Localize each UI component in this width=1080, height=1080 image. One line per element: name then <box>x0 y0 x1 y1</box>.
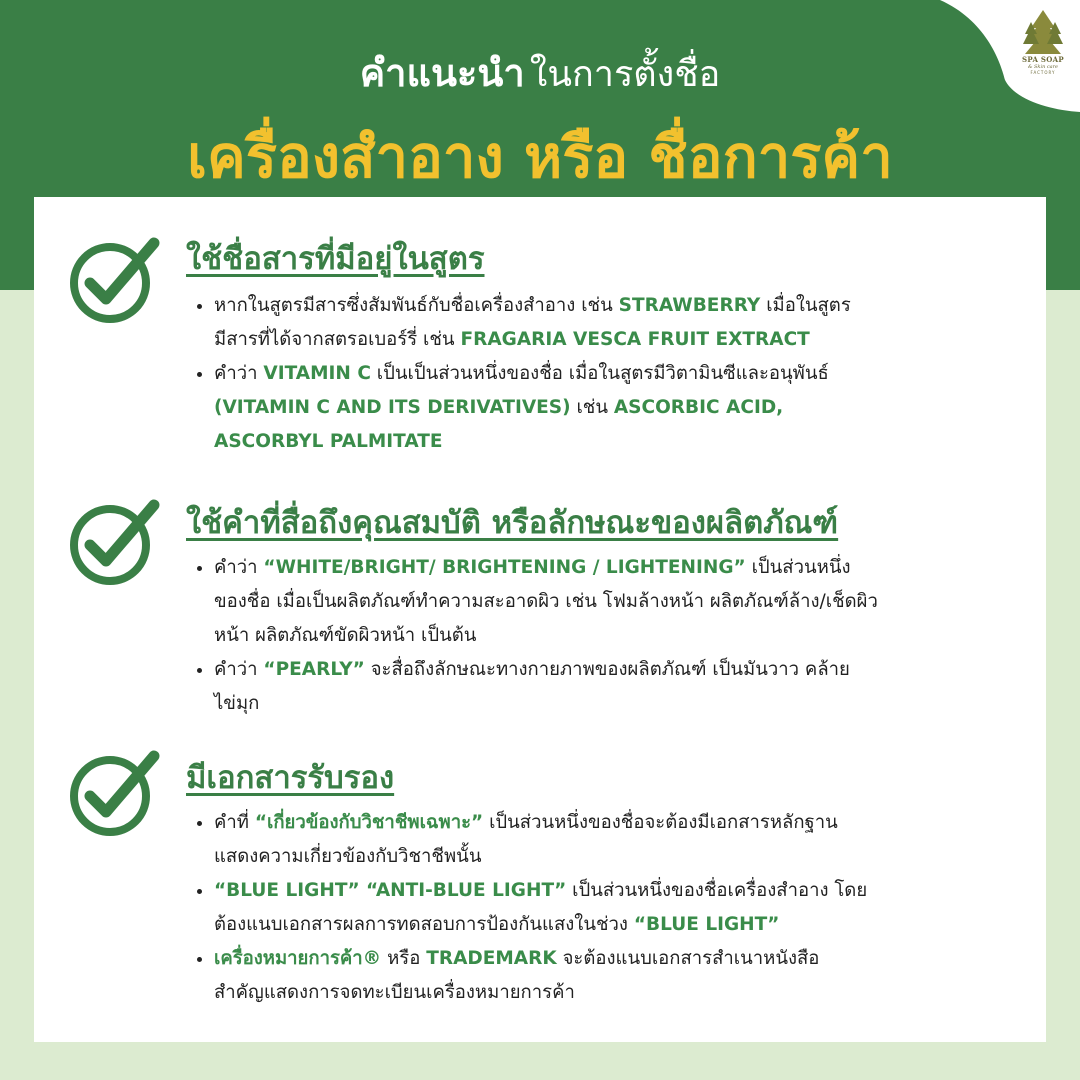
page-title <box>0 42 1080 103</box>
section-title: มีเอกสารรับรอง <box>186 760 395 796</box>
list-item <box>214 653 1014 721</box>
bullet-text: เป็นเป็นส่วนหนึ่งของชื่อ เมื่อในสูตรมีวิตามินซีและอนุพันธ์ <box>370 363 829 384</box>
bullet-text: หากในสูตรมีสารซึ่งสัมพันธ์กับชื่อเครื่องสำอาง เช่น <box>214 295 619 316</box>
logo-factory: FACTORY <box>1030 70 1056 75</box>
title-light: ในการตั้งชื่อ <box>529 54 721 95</box>
bullet-highlight: “PEARLY” <box>263 659 365 680</box>
page-subtitle: เครื่องสำอาง หรือ ชื่อการค้า <box>187 123 893 191</box>
bullet-text: หน้า ผลิตภัณฑ์ขัดผิวหน้า เป็นต้น <box>214 625 477 646</box>
bullet-text: คำว่า <box>214 363 264 384</box>
bullet-highlight: “BLUE LIGHT” “ANTI-BLUE LIGHT” <box>214 880 567 901</box>
bullet-text: หรือ <box>381 948 427 969</box>
bullet-text: มีสารที่ได้จากสตรอเบอร์รี่ เช่น <box>214 329 461 350</box>
list-item <box>214 942 1014 1010</box>
logo-text: SPA SOAP <box>1022 55 1064 64</box>
bullet-highlight: เครื่องหมายการค้า® <box>214 948 382 969</box>
check-circle-icon <box>68 746 162 840</box>
bullet-text: สำคัญแสดงการจดทะเบียนเครื่องหมายการค้า <box>214 982 575 1003</box>
section-title: ใช้ชื่อสารที่มีอยู่ในสูตร <box>186 241 485 277</box>
logo-subtext: & Skin care <box>1027 64 1059 70</box>
bullet-text: คำว่า <box>214 659 264 680</box>
bullet-text: เมื่อในสูตร <box>760 295 851 316</box>
title-bold: คำแนะนำ <box>359 51 525 95</box>
bullet-list <box>194 806 1014 1010</box>
bullet-list <box>194 551 1014 721</box>
bullet-highlight: TRADEMARK <box>426 948 557 969</box>
bullet-text: เป็นส่วนหนึ่งของชื่อจะต้องมีเอกสารหลักฐาน <box>483 812 838 833</box>
bullet-highlight: ASCORBIC ACID, <box>613 397 784 418</box>
bullet-text: จะต้องแนบเอกสารสำเนาหนังสือ <box>556 948 820 969</box>
bullet-text: คำว่า <box>214 557 264 578</box>
list-item <box>214 551 1014 653</box>
section-title: ใช้คำที่สื่อถึงคุณสมบัติ หรือลักษณะของผลิตภัณฑ์ <box>186 505 839 541</box>
bullet-highlight: STRAWBERRY <box>618 295 761 316</box>
bullet-text: เป็นส่วนหนึ่ง <box>745 557 851 578</box>
bullet-text: คำที่ <box>214 812 255 833</box>
list-item <box>214 289 1014 357</box>
bullet-text: แสดงความเกี่ยวข้องกับวิชาชีพนั้น <box>214 846 482 867</box>
bullet-highlight: “WHITE/BRIGHT/ BRIGHTENING / LIGHTENING” <box>263 557 746 578</box>
bullet-list <box>194 289 1014 459</box>
bullet-text: จะสื่อถึงลักษณะทางกายภาพของผลิตภัณฑ์ เป็นมันวาว คล้าย <box>364 659 850 680</box>
bullet-highlight: FRAGARIA VESCA FRUIT EXTRACT <box>460 329 810 350</box>
bullet-text: ของชื่อ เมื่อเป็นผลิตภัณฑ์ทำความสะอาดผิว เช่น โฟมล้างหน้า ผลิตภัณฑ์ล้าง/เช็ดผิว <box>214 591 878 612</box>
list-item <box>214 874 1014 942</box>
bullet-text: ไข่มุก <box>214 693 260 714</box>
bullet-highlight: “BLUE LIGHT” <box>633 914 780 935</box>
bullet-text: เป็นส่วนหนึ่งของชื่อเครื่องสำอาง โดย <box>566 880 868 901</box>
bullet-text: ต้องแนบเอกสารผลการทดสอบการป้องกันแสงในช่วง <box>214 914 634 935</box>
bullet-highlight: (VITAMIN C AND ITS DERIVATIVES) <box>214 397 571 418</box>
list-item <box>214 357 1014 459</box>
bullet-highlight: VITAMIN C <box>263 363 371 384</box>
check-circle-icon <box>68 233 162 327</box>
check-circle-icon <box>68 495 162 589</box>
bullet-text: เช่น <box>570 397 614 418</box>
list-item <box>214 806 1014 874</box>
bullet-highlight: “เกี่ยวข้องกับวิชาชีพเฉพาะ” <box>254 812 484 833</box>
content-card <box>34 197 1046 1042</box>
bullet-highlight: ASCORBYL PALMITATE <box>214 431 443 452</box>
